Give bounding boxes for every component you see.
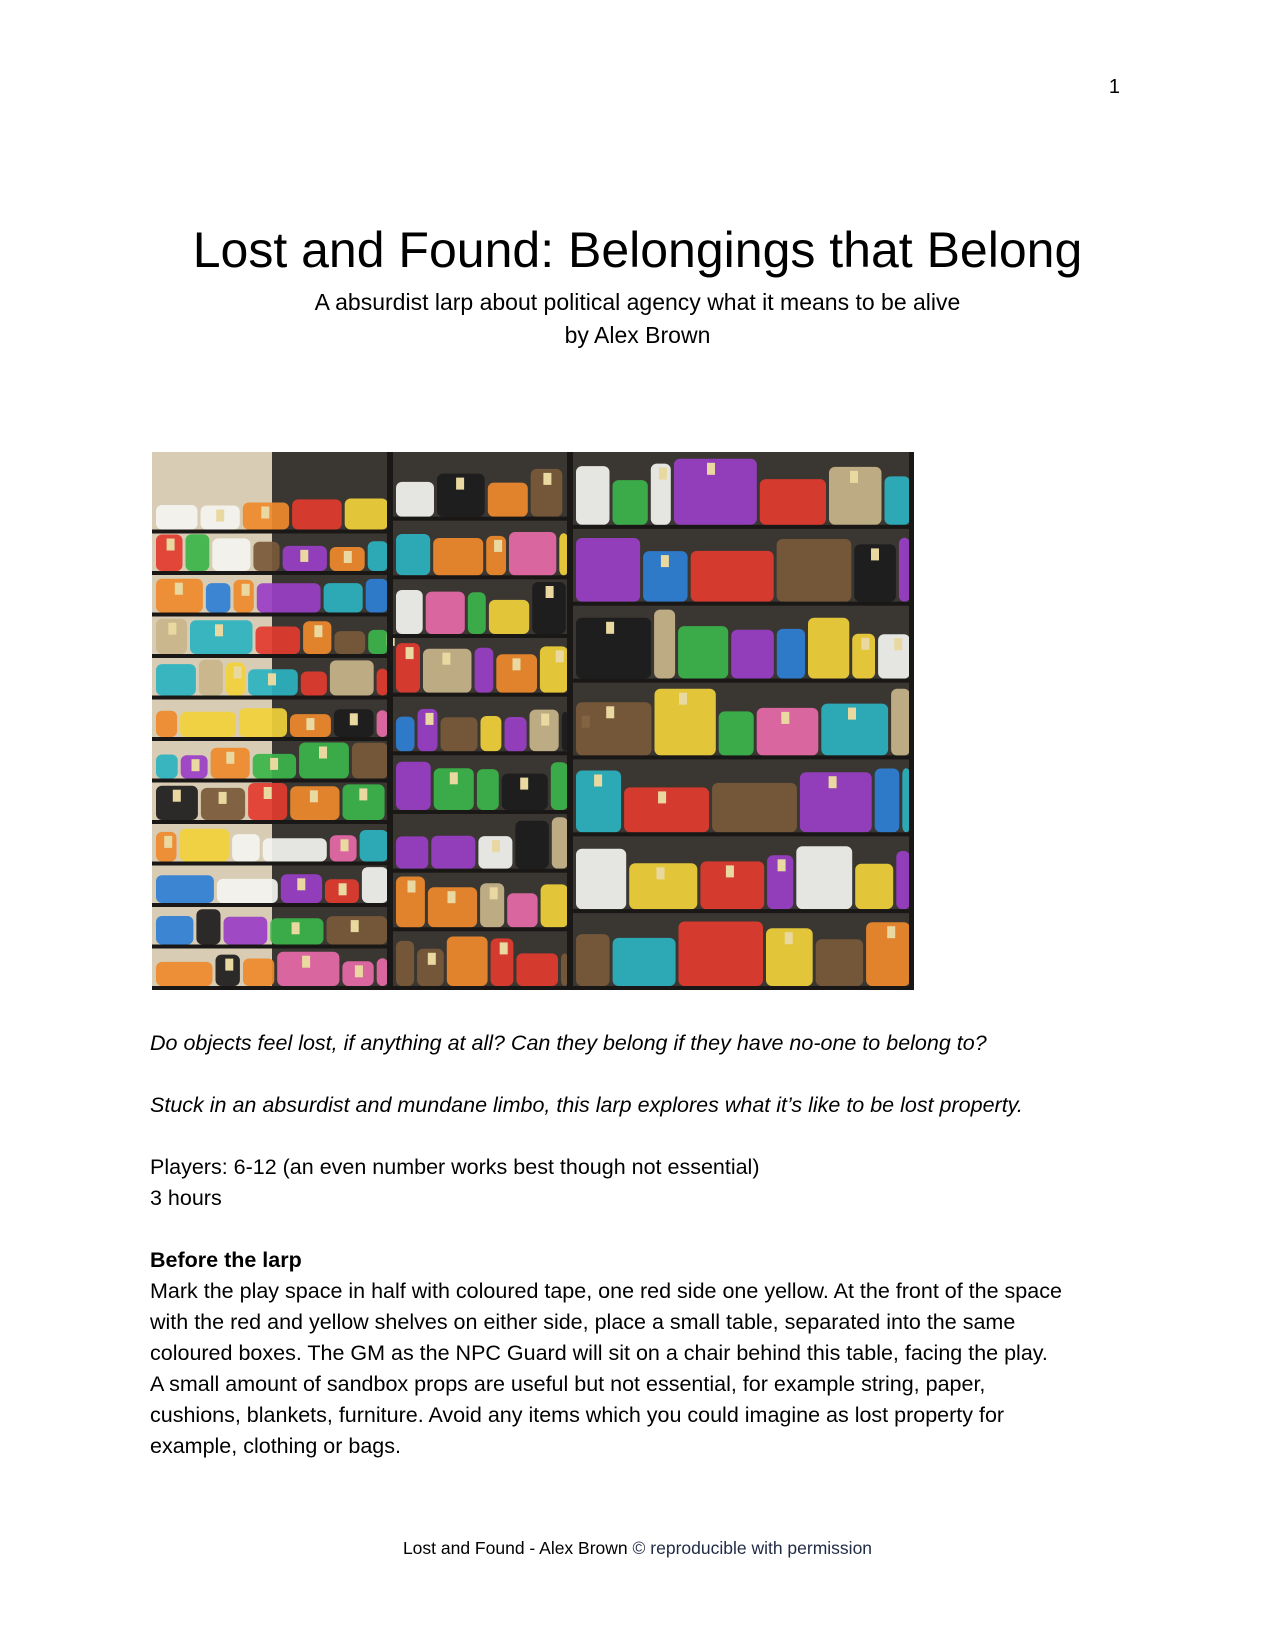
photo-item: [891, 689, 910, 756]
before-line: example, clothing or bags.: [150, 1434, 401, 1458]
page-number: 1: [1108, 76, 1120, 98]
photo-shelf: [572, 525, 914, 529]
photo-item: [691, 551, 774, 602]
photo-item: [816, 939, 863, 986]
photo-tag: [226, 752, 234, 764]
footer-text: Lost and Found - Alex Brown: [402, 1538, 633, 1558]
photo-item: [475, 648, 494, 693]
photo-tag: [829, 776, 837, 788]
photo-item: [540, 646, 568, 692]
photo-item: [447, 937, 488, 987]
photo-tag: [359, 788, 367, 800]
photo-item: [899, 538, 910, 602]
photo-shelf: [152, 986, 392, 990]
photo-tag: [300, 550, 308, 562]
photo-shelf: [572, 755, 914, 759]
photo-item: [433, 538, 483, 575]
photo-tag: [546, 586, 554, 598]
photo-item: [180, 712, 236, 737]
photo-tag: [543, 473, 551, 485]
photo-item: [396, 590, 423, 634]
photo-tag: [785, 932, 793, 944]
photo-tag: [234, 666, 242, 678]
section-heading-before-the-larp: Before the larp: [150, 1248, 302, 1272]
photo-tag: [606, 622, 614, 634]
photo-item: [396, 534, 430, 575]
photo-item: [431, 836, 475, 869]
photo-shelf: [392, 575, 572, 579]
photo-tag: [339, 883, 347, 895]
photo-shelf: [152, 945, 392, 949]
photo-shelf: [152, 903, 392, 907]
photo-shelf: [152, 862, 392, 866]
photo-item: [477, 769, 499, 810]
photo-item: [624, 787, 709, 832]
photo-shelf: [392, 927, 572, 931]
photo-item: [777, 539, 852, 602]
photo-item: [232, 834, 260, 861]
photo-tag: [175, 583, 183, 595]
before-line: with the red and yellow shelves on either side, place a small table, separated into the same: [150, 1310, 1016, 1334]
photo-item: [396, 717, 415, 752]
photo-tag: [781, 712, 789, 724]
photo-item: [576, 934, 610, 986]
photo-item: [324, 583, 363, 612]
photo-item: [156, 962, 213, 986]
photo-tag: [292, 922, 300, 934]
photo-upright: [387, 452, 393, 990]
photo-item: [559, 533, 568, 575]
photo-item: [552, 817, 568, 868]
photo-item: [156, 916, 193, 945]
photo-item: [613, 480, 648, 525]
photo-upright: [909, 452, 914, 990]
photo-shelf: [572, 909, 914, 913]
photo-tag: [657, 867, 665, 879]
document-title: Lost and Found: Belongings that Belong: [192, 222, 1083, 278]
photo-item: [561, 953, 568, 986]
photo-shelf: [152, 737, 392, 741]
photo-item: [679, 922, 764, 987]
photo-tag: [242, 584, 250, 596]
photo-shelf: [152, 571, 392, 575]
subtitle: A absurdist larp about political agency what it means to be alive: [314, 289, 961, 315]
photo-item: [345, 499, 388, 530]
photo-tag: [302, 956, 310, 968]
photo-tag: [456, 478, 464, 490]
photo-tag: [661, 555, 669, 567]
author-byline: by Alex Brown: [564, 322, 711, 348]
before-line: A small amount of sandbox props are useful but not essential, for example string, paper,: [150, 1372, 986, 1396]
photo-tag: [500, 942, 508, 954]
photo-item: [368, 541, 388, 571]
photo-item: [224, 917, 268, 945]
photo-item: [878, 634, 910, 678]
photo-tag: [848, 708, 856, 720]
photo-item: [156, 755, 178, 779]
photo-tag: [168, 623, 176, 635]
photo-item: [156, 505, 198, 530]
intro-premise: Stuck in an absurdist and mundane limbo, this larp explores what it’s like to be lost property.: [150, 1093, 1023, 1117]
photo-item: [515, 821, 548, 869]
photo-tag: [707, 463, 715, 475]
photo-tag: [164, 836, 172, 848]
photo-shelf: [392, 751, 572, 755]
photo-item: [206, 583, 231, 612]
photo-tag: [268, 673, 276, 685]
photo-tag: [341, 839, 349, 851]
photo-item: [256, 627, 301, 655]
photo-item: [674, 459, 757, 525]
photo-item: [875, 769, 900, 833]
photo-item: [896, 851, 910, 909]
photo-shelf: [152, 820, 392, 824]
photo-item: [396, 482, 434, 517]
photo-tag: [428, 953, 436, 965]
photo-tag: [406, 647, 414, 659]
photo-item: [808, 618, 849, 679]
photo-tag: [887, 926, 895, 938]
photo-item: [885, 476, 911, 524]
photo-tag: [225, 959, 233, 971]
photo-tag: [319, 747, 327, 759]
photo-item: [488, 483, 528, 517]
photo-shelf: [392, 517, 572, 521]
photo-item: [156, 711, 177, 737]
photo-item: [212, 538, 250, 571]
photo-tag: [442, 653, 450, 665]
photo-item: [217, 879, 278, 903]
photo-item: [576, 466, 610, 525]
photo-item: [613, 938, 676, 986]
photo-tag: [350, 713, 358, 725]
photo-tag: [490, 887, 498, 899]
photo-tag: [264, 787, 272, 799]
photo-tag: [778, 859, 786, 871]
photo-tag: [355, 965, 363, 977]
photo-item: [777, 629, 805, 679]
photo-item: [468, 592, 486, 634]
photo-item: [180, 829, 230, 862]
photo-tag: [173, 790, 181, 802]
photo-item: [377, 710, 388, 737]
photo-tag: [520, 778, 528, 790]
photo-item: [330, 660, 374, 695]
before-line: Mark the play space in half with coloured tape, one red side one yellow. At the front of the space: [150, 1279, 1062, 1303]
photo-tag: [426, 713, 434, 725]
photo-item: [334, 631, 365, 654]
photo-item: [243, 959, 274, 987]
photo-tag: [261, 507, 269, 519]
photo-item: [263, 838, 327, 861]
photo-tag: [408, 881, 416, 893]
photo-tag: [314, 625, 322, 637]
subtitle-block: [0, 286, 1275, 352]
photo-tag: [541, 714, 549, 726]
photo-tag: [215, 624, 223, 636]
photo-shelf: [572, 832, 914, 836]
photo-tag: [270, 758, 278, 770]
photo-tag: [450, 772, 458, 784]
photo-tag: [448, 891, 456, 903]
photo-shelf: [392, 810, 572, 814]
photo-item: [731, 630, 774, 679]
intro-question: Do objects feel lost, if anything at all? Can they belong if they have no-one to belong to?: [150, 1031, 987, 1055]
photo-shelf: [392, 986, 572, 990]
photo-item: [239, 708, 287, 737]
photo-item: [576, 538, 640, 602]
players-info: Players: 6-12 (an even number works best though not essential): [150, 1155, 760, 1179]
photo-item: [377, 669, 388, 696]
photo-tag: [344, 551, 352, 563]
photo-illustration: [152, 452, 914, 990]
photo-tag: [219, 792, 227, 804]
photo-shelf: [152, 779, 392, 783]
photo-tag: [679, 693, 687, 705]
photo-item: [719, 711, 754, 755]
photo-tag: [594, 775, 602, 787]
photo-item: [362, 867, 388, 903]
footer-permission: © reproducible with permission: [632, 1538, 873, 1558]
duration-info: 3 hours: [150, 1186, 222, 1210]
photo-item: [301, 672, 327, 696]
photo-item: [156, 664, 196, 695]
photo-tag: [306, 718, 314, 730]
photo-item: [551, 762, 568, 810]
photo-shelf: [152, 613, 392, 617]
photo-item: [576, 849, 626, 910]
photo-tag: [310, 790, 318, 802]
photo-item: [257, 583, 321, 612]
photo-shelf: [152, 530, 392, 534]
photo-tag: [894, 638, 902, 650]
photo-tag: [659, 468, 667, 480]
photo-item: [156, 875, 214, 903]
photo-item: [760, 479, 826, 525]
photo-item: [516, 953, 558, 986]
before-line: coloured boxes. The GM as the NPC Guard will sit on a chair behind this table, facing the play.: [150, 1341, 1048, 1365]
photo-item: [396, 836, 428, 868]
photo-item: [509, 532, 556, 575]
page-footer: [0, 1538, 1275, 1559]
photo-shelf: [572, 602, 914, 606]
photo-item: [902, 768, 910, 832]
photo-item: [366, 579, 388, 613]
photo-item: [855, 864, 893, 909]
photo-item: [654, 610, 675, 679]
photo-item: [292, 499, 342, 529]
photo-item: [352, 743, 388, 779]
photo-tag: [606, 706, 614, 718]
before-line: cushions, blankets, furniture. Avoid any items which you could imagine as lost property for: [150, 1403, 1005, 1427]
photo-item: [396, 762, 431, 810]
photo-shelf: [152, 654, 392, 658]
photo-tag: [726, 865, 734, 877]
photo-item: [481, 716, 502, 751]
photo-shelf: [392, 869, 572, 873]
photo-item: [426, 592, 465, 634]
photo-tag: [861, 638, 869, 650]
photo-tag: [192, 759, 200, 771]
photo-item: [678, 626, 728, 678]
photo-tag: [297, 878, 305, 890]
photo-tag: [167, 539, 175, 551]
photo-item: [541, 884, 568, 927]
photo-item: [441, 717, 478, 751]
body-text: [150, 1028, 1130, 1462]
photo-item: [505, 717, 527, 751]
photo-item: [712, 783, 797, 832]
photo-tag: [658, 791, 666, 803]
photo-tag: [850, 471, 858, 483]
photo-item: [396, 941, 414, 986]
photo-tag: [216, 510, 224, 522]
photo-shelf: [392, 693, 572, 697]
photo-tag: [351, 920, 359, 932]
photo-tag: [871, 548, 879, 560]
photo-item: [196, 909, 220, 944]
photo-item: [186, 534, 210, 571]
lost-property-shelves-photo: [152, 452, 914, 990]
photo-tag: [494, 540, 502, 552]
photo-shelf: [572, 986, 914, 990]
photo-item: [489, 600, 529, 634]
photo-item: [796, 846, 852, 909]
photo-shelf: [152, 696, 392, 700]
photo-tag: [492, 840, 500, 852]
photo-shelf: [572, 679, 914, 683]
photo-item: [360, 830, 388, 862]
photo-item: [507, 893, 537, 927]
photo-item: [368, 630, 388, 654]
photo-item: [199, 660, 223, 696]
photo-shelf: [392, 634, 572, 638]
photo-tag: [556, 650, 564, 662]
photo-item: [377, 958, 388, 986]
photo-tag: [513, 658, 521, 670]
photo-item: [253, 542, 279, 571]
